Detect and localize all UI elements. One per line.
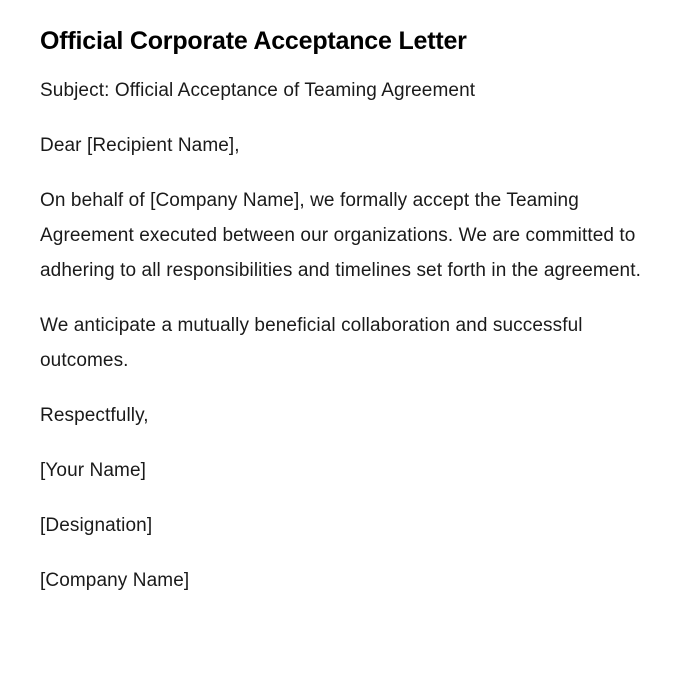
signature-company: [Company Name] <box>40 570 190 591</box>
signature-name: [Your Name] <box>40 460 147 481</box>
letter-subject: Subject: Official Acceptance of Teaming Agreement <box>40 80 476 101</box>
letter-body-paragraph-2: We anticipate a mutually beneficial collaboration and successful outcomes. <box>40 315 583 371</box>
letter-body-paragraph-1: On behalf of [Company Name], we formally accept the Teaming Agreement executed between our organizations. We are committed to adhering to all responsibilities and timelines set forth in the agreement. <box>40 190 641 281</box>
letter-title: Official Corporate Acceptance Letter <box>40 27 467 55</box>
letter-closing: Respectfully, <box>40 405 149 426</box>
signature-designation: [Designation] <box>40 515 153 536</box>
letter-salutation: Dear [Recipient Name], <box>40 135 240 156</box>
